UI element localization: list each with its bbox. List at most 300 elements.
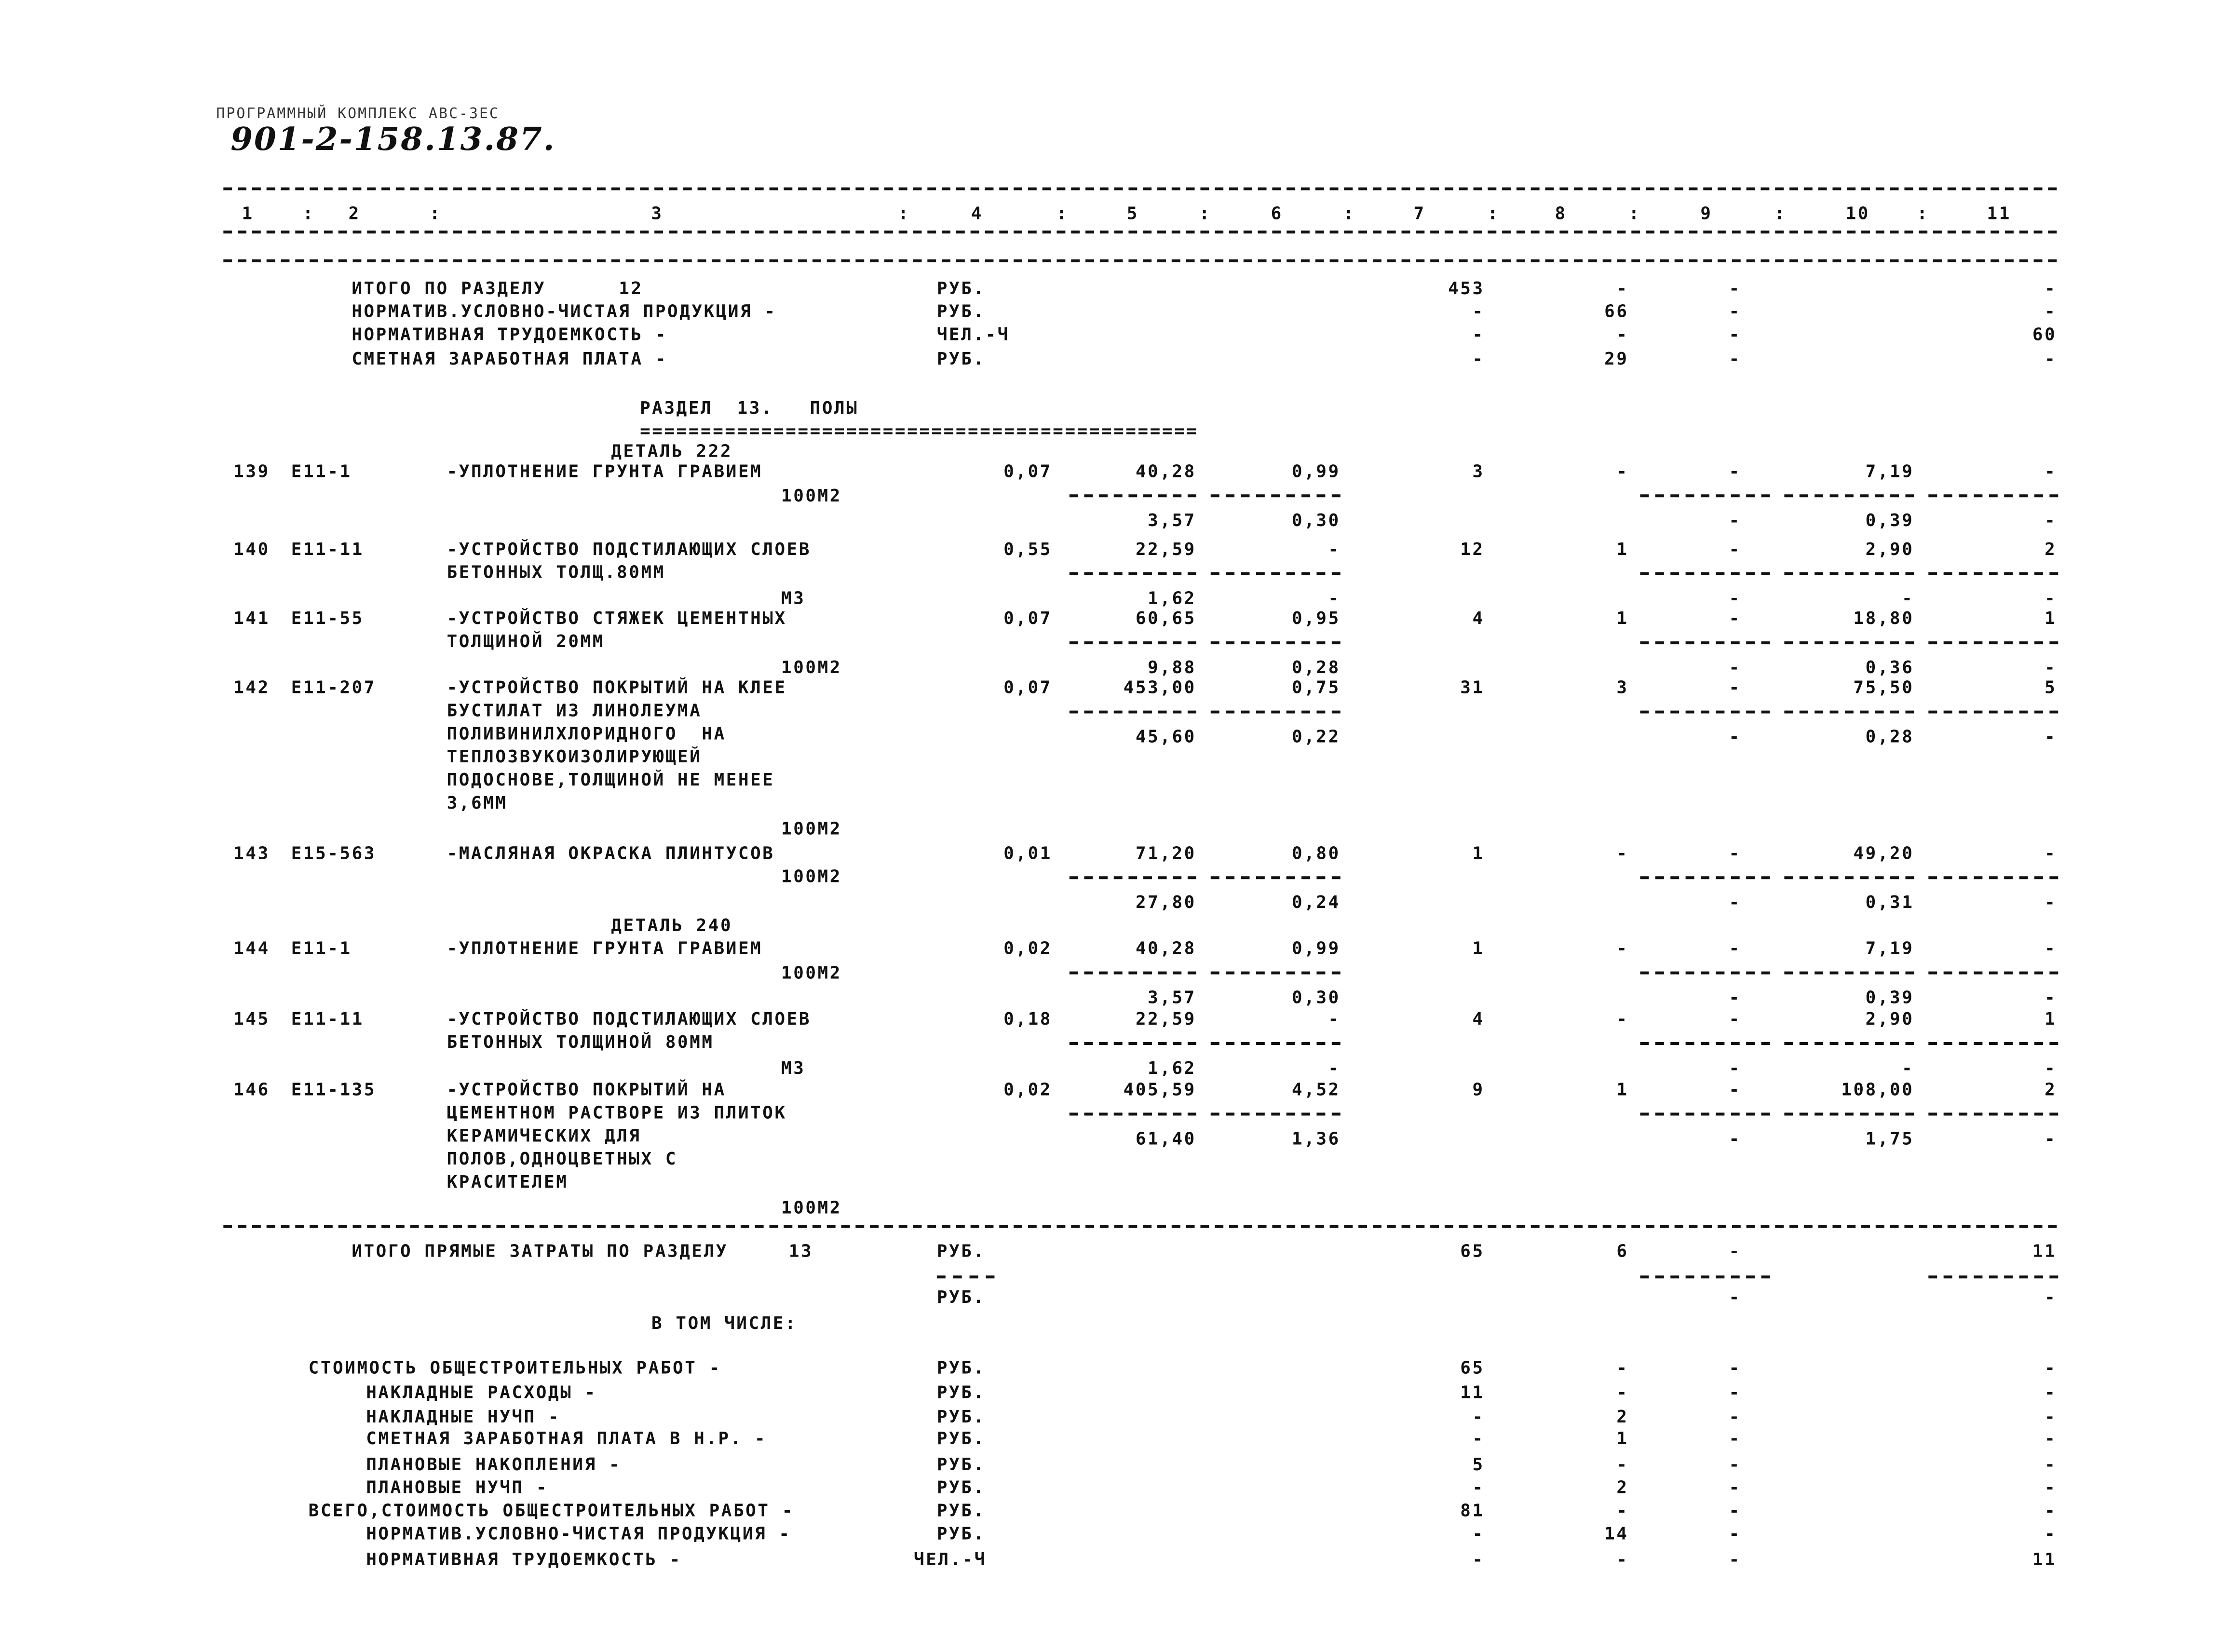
col11-divider: [1928, 572, 2058, 575]
item-code: Е11-207: [291, 677, 377, 698]
totals12-col11: 60: [2032, 324, 2057, 345]
item-unit-price-sub: 9,88: [1148, 657, 1196, 677]
breakdown-col9: -: [1729, 1523, 1741, 1544]
item-unit-price-sub: 45,60: [1135, 726, 1196, 747]
breakdown-col7: 5: [1472, 1454, 1485, 1475]
item-unit-price-sub: 3,57: [1148, 987, 1196, 1008]
col11-divider: [1928, 641, 2058, 644]
item-col9-sub: -: [1729, 657, 1741, 677]
col11-divider: [1928, 494, 2058, 497]
col11-divider: [1928, 876, 2058, 879]
breakdown-col9: -: [1729, 1500, 1741, 1521]
breakdown-label: ПЛАНОВЫЕ НУЧП -: [366, 1477, 548, 1498]
breakdown-col11: -: [2045, 1477, 2057, 1498]
item-unit-price-wages: -: [1328, 539, 1341, 559]
breakdown-col7: 65: [1460, 1357, 1485, 1378]
column-header-2: 2: [348, 203, 361, 224]
breakdown-unit: РУБ.: [936, 1523, 986, 1544]
price-divider: [1070, 972, 1196, 975]
item-col10-sub: -: [1902, 1057, 1914, 1078]
col10-divider: [1784, 1042, 1914, 1045]
item-description: ПОДОСНОВЕ,ТОЛЩИНОЙ НЕ МЕНЕЕ: [447, 770, 775, 790]
breakdown-col8: 2: [1616, 1407, 1629, 1427]
column-header-3: 3: [651, 203, 664, 224]
column-separator: :: [1774, 203, 1787, 224]
item-unit-price-wages: 4,52: [1292, 1079, 1341, 1100]
item-unit: 100М2: [781, 486, 842, 506]
item-unit-price-total: 22,59: [1135, 1009, 1196, 1029]
item-col11: 2: [2045, 1079, 2057, 1100]
item-description: ТОЛЩИНОЙ 20ММ: [447, 631, 605, 652]
item-unit-price-wages: 0,75: [1292, 677, 1341, 698]
item-cost-total: 9: [1472, 1079, 1485, 1100]
price-divider: [1070, 641, 1196, 644]
item-unit-wages-sub: -: [1328, 1057, 1341, 1078]
col11-divider: [1928, 1113, 2058, 1116]
item-cost-wages: 1: [1616, 608, 1629, 629]
item-unit-price-total: 405,59: [1123, 1079, 1196, 1100]
item-col11-sub: -: [2045, 657, 2057, 677]
item-col11: 1: [2045, 1009, 2057, 1029]
breakdown-col7: 81: [1460, 1500, 1485, 1521]
breakdown-col9: -: [1729, 1549, 1741, 1570]
col10-divider: [1784, 494, 1914, 497]
item-unit-wages-sub: 0,30: [1292, 510, 1341, 530]
breakdown-col8: -: [1616, 1382, 1629, 1403]
breakdown-label: НАКЛАДНЫЕ НУЧП -: [366, 1407, 561, 1427]
item-description: -УСТРОЙСТВО СТЯЖЕК ЦЕМЕНТНЫХ: [447, 608, 787, 629]
totals13-col9-sub: -: [1729, 1287, 1741, 1308]
breakdown-col11: -: [2045, 1523, 2057, 1544]
breakdown-col9: -: [1729, 1454, 1741, 1475]
breakdown-label: ПЛАНОВЫЕ НАКОПЛЕНИЯ -: [366, 1454, 622, 1475]
item-quantity: 0,02: [1003, 938, 1052, 959]
breakdown-col9: -: [1729, 1477, 1741, 1498]
in-that-number-label: В ТОМ ЧИСЛЕ:: [651, 1313, 798, 1333]
breakdown-unit: РУБ.: [936, 1382, 986, 1403]
column-header-1: 1: [242, 203, 254, 224]
breakdown-col9: -: [1729, 1407, 1741, 1427]
col10-divider: [1784, 876, 1914, 879]
item-number: 146: [233, 1079, 270, 1100]
breakdown-col11: -: [2045, 1428, 2057, 1449]
item-col10-sub: -: [1902, 588, 1914, 609]
item-unit: 100М2: [781, 866, 842, 887]
item-code: Е11-1: [291, 461, 352, 482]
item-description: -УПЛОТНЕНИЕ ГРУНТА ГРАВИЕМ: [447, 938, 763, 959]
breakdown-col11: -: [2045, 1407, 2057, 1427]
totals13-col9: -: [1729, 1241, 1741, 1261]
handwritten-doc-number: 901-2-158.13.87.: [230, 121, 556, 159]
totals12-col7: -: [1472, 301, 1485, 322]
totals-rule: [223, 1225, 2057, 1228]
item-unit-price-total: 453,00: [1123, 677, 1196, 698]
item-col10: 49,20: [1853, 843, 1914, 864]
col11-divider: [1928, 1275, 2058, 1278]
item-col11-sub: -: [2045, 1057, 2057, 1078]
breakdown-col11: -: [2045, 1500, 2057, 1521]
item-cost-total: 3: [1472, 461, 1485, 482]
item-col11-sub: -: [2045, 892, 2057, 913]
item-description: -УСТРОЙСТВО ПОДСТИЛАЮЩИХ СЛОЕВ: [447, 539, 812, 559]
breakdown-unit: РУБ.: [936, 1454, 986, 1475]
item-description: -УСТРОЙСТВО ПОДСТИЛАЮЩИХ СЛОЕВ: [447, 1009, 812, 1029]
col11-divider: [1928, 1042, 2058, 1045]
item-unit-price-wages: 0,95: [1292, 608, 1341, 629]
item-quantity: 0,07: [1003, 608, 1052, 629]
item-cost-total: 4: [1472, 608, 1485, 629]
item-description: ПОЛИВИНИЛХЛОРИДНОГО НА: [447, 723, 726, 744]
col10-divider: [1784, 972, 1914, 975]
item-unit-price-total: 22,59: [1135, 539, 1196, 559]
header-rule-bottom: [223, 230, 2057, 233]
breakdown-unit: РУБ.: [936, 1477, 986, 1498]
item-unit-price-sub: 1,62: [1148, 588, 1196, 609]
breakdown-unit: РУБ.: [936, 1500, 986, 1521]
totals12-col11: -: [2045, 349, 2057, 369]
item-unit-wages-sub: 0,24: [1292, 892, 1341, 913]
breakdown-unit: РУБ.: [936, 1357, 986, 1378]
item-description: ТЕПЛОЗВУКОИЗОЛИРУЮЩЕЙ: [447, 746, 702, 767]
item-number: 143: [233, 843, 270, 864]
totals12-unit: РУБ.: [936, 349, 986, 369]
item-unit-price-total: 71,20: [1135, 843, 1196, 864]
col9-divider: [1640, 1275, 1770, 1278]
breakdown-col8: 1: [1616, 1428, 1629, 1449]
item-col10: 7,19: [1865, 461, 1914, 482]
item-col10: 75,50: [1853, 677, 1914, 698]
breakdown-col8: -: [1616, 1549, 1629, 1570]
item-description: БЕТОННЫХ ТОЛЩ.80ММ: [447, 562, 665, 582]
totals12-col8: -: [1616, 278, 1629, 298]
breakdown-unit: РУБ.: [936, 1428, 986, 1449]
totals12-col8: -: [1616, 324, 1629, 345]
column-separator: :: [1917, 203, 1929, 224]
item-col9: -: [1729, 1009, 1741, 1029]
totals12-label: НОРМАТИВ.УСЛОВНО-ЧИСТАЯ ПРОДУКЦИЯ -: [352, 301, 777, 322]
item-cost-wages: 1: [1616, 1079, 1629, 1100]
item-number: 144: [233, 938, 270, 959]
totals12-unit: РУБ.: [936, 301, 986, 322]
item-col11: 1: [2045, 608, 2057, 629]
breakdown-label: НАКЛАДНЫЕ РАСХОДЫ -: [366, 1382, 597, 1403]
column-header-8: 8: [1555, 203, 1567, 224]
item-description: БЕТОННЫХ ТОЛЩИНОЙ 80ММ: [447, 1032, 714, 1052]
item-cost-wages: 1: [1616, 539, 1629, 559]
program-title: ПРОГРАММНЫЙ КОМПЛЕКС АВС-3ЕС: [216, 107, 500, 123]
col9-divider: [1640, 1113, 1770, 1116]
totals12-col9: -: [1729, 301, 1741, 322]
item-unit-price-sub: 27,80: [1135, 892, 1196, 913]
item-col9-sub: -: [1729, 987, 1741, 1008]
item-col10: 18,80: [1853, 608, 1914, 629]
unit-divider: [937, 1275, 995, 1278]
col11-divider: [1928, 711, 2058, 714]
price-divider: [1070, 572, 1196, 575]
item-cost-wages: -: [1616, 1009, 1629, 1029]
totals13-col11-sub: -: [2045, 1287, 2057, 1308]
section-title-underline: ==============================================: [640, 420, 1199, 441]
totals13-unit: РУБ.: [936, 1241, 986, 1261]
item-number: 139: [233, 461, 270, 482]
item-col11-sub: -: [2045, 726, 2057, 747]
item-quantity: 0,07: [1003, 677, 1052, 698]
column-separator: :: [1056, 203, 1069, 224]
item-cost-wages: 3: [1616, 677, 1629, 698]
item-col9-sub: -: [1729, 1057, 1741, 1078]
item-col10: 7,19: [1865, 938, 1914, 959]
totals12-col7: -: [1472, 349, 1485, 369]
item-col9: -: [1729, 1079, 1741, 1100]
price-divider: [1211, 1042, 1341, 1045]
item-col11: 2: [2045, 539, 2057, 559]
breakdown-label: НОРМАТИВНАЯ ТРУДОЕМКОСТЬ -: [366, 1549, 682, 1570]
item-col10-sub: 0,39: [1865, 987, 1914, 1008]
totals12-col8: 66: [1604, 301, 1629, 322]
item-number: 140: [233, 539, 270, 559]
price-divider: [1070, 711, 1196, 714]
item-description: КЕРАМИЧЕСКИХ ДЛЯ: [447, 1125, 641, 1146]
item-quantity: 0,01: [1003, 843, 1052, 864]
column-header-6: 6: [1271, 203, 1283, 224]
col10-divider: [1784, 572, 1914, 575]
totals12-col9: -: [1729, 278, 1741, 298]
item-col11: -: [2045, 461, 2057, 482]
price-divider: [1211, 641, 1341, 644]
item-code: Е11-11: [291, 1009, 364, 1029]
totals12-col9: -: [1729, 324, 1741, 345]
item-unit-price-wages: -: [1328, 1009, 1341, 1029]
item-unit-price-sub: 3,57: [1148, 510, 1196, 530]
item-unit-price-total: 40,28: [1135, 938, 1196, 959]
item-quantity: 0,02: [1003, 1079, 1052, 1100]
price-divider: [1070, 876, 1196, 879]
item-cost-total: 12: [1460, 539, 1485, 559]
column-header-11: 11: [1987, 203, 2011, 224]
breakdown-col8: -: [1616, 1454, 1629, 1475]
item-number: 142: [233, 677, 270, 698]
item-col9: -: [1729, 461, 1741, 482]
breakdown-col9: -: [1729, 1357, 1741, 1378]
totals12-label: ИТОГО ПО РАЗДЕЛУ 12: [352, 278, 643, 298]
item-description: -УСТРОЙСТВО ПОКРЫТИЙ НА КЛЕЕ: [447, 677, 787, 698]
item-col10: 108,00: [1841, 1079, 1914, 1100]
col9-divider: [1640, 494, 1770, 497]
item-code: Е15-563: [291, 843, 377, 864]
header-rule-top: [223, 188, 2057, 190]
item-col9-sub: -: [1729, 510, 1741, 530]
item-description: ЦЕМЕНТНОМ РАСТВОРЕ ИЗ ПЛИТОК: [447, 1102, 787, 1123]
item-description: КРАСИТЕЛЕМ: [447, 1172, 569, 1192]
col9-divider: [1640, 711, 1770, 714]
item-unit-price-wages: 0,99: [1292, 461, 1341, 482]
item-unit: 100М2: [781, 962, 842, 983]
item-col10-sub: 0,31: [1865, 892, 1914, 913]
totals13-col11: 11: [2032, 1241, 2057, 1261]
breakdown-col9: -: [1729, 1382, 1741, 1403]
price-divider: [1211, 572, 1341, 575]
breakdown-col7: -: [1472, 1428, 1485, 1449]
item-col10-sub: 0,36: [1865, 657, 1914, 677]
breakdown-col7: -: [1472, 1407, 1485, 1427]
item-cost-total: 31: [1460, 677, 1485, 698]
section-title: РАЗДЕЛ 13. ПОЛЫ: [640, 397, 859, 418]
breakdown-unit: ЧЕЛ.-Ч: [914, 1549, 987, 1570]
item-col9: -: [1729, 938, 1741, 959]
item-code: Е11-55: [291, 608, 364, 629]
breakdown-col11: -: [2045, 1454, 2057, 1475]
item-cost-total: 1: [1472, 938, 1485, 959]
breakdown-col11: -: [2045, 1382, 2057, 1403]
item-unit: М3: [781, 1057, 806, 1078]
item-col11: 5: [2045, 677, 2057, 698]
totals12-unit: ЧЕЛ.-Ч: [936, 324, 1010, 345]
totals12-label: НОРМАТИВНАЯ ТРУДОЕМКОСТЬ -: [352, 324, 668, 345]
item-unit-wages-sub: -: [1328, 588, 1341, 609]
item-col10-sub: 0,39: [1865, 510, 1914, 530]
item-col9-sub: -: [1729, 892, 1741, 913]
column-header-10: 10: [1845, 203, 1870, 224]
item-unit: 100М2: [781, 818, 842, 839]
price-divider: [1070, 1042, 1196, 1045]
col10-divider: [1784, 641, 1914, 644]
item-unit-price-total: 40,28: [1135, 461, 1196, 482]
price-divider: [1211, 1113, 1341, 1116]
col11-divider: [1928, 972, 2058, 975]
item-quantity: 0,55: [1003, 539, 1052, 559]
item-code: Е11-11: [291, 539, 364, 559]
item-col10: 2,90: [1865, 539, 1914, 559]
totals13-unit2: РУБ.: [936, 1287, 986, 1308]
column-header-9: 9: [1700, 203, 1713, 224]
item-number: 145: [233, 1009, 270, 1029]
item-col11-sub: -: [2045, 588, 2057, 609]
breakdown-label: ВСЕГО,СТОИМОСТЬ ОБЩЕСТРОИТЕЛЬНЫХ РАБОТ -: [308, 1500, 794, 1521]
column-header-4: 4: [971, 203, 984, 224]
col9-divider: [1640, 1042, 1770, 1045]
totals12-col11: -: [2045, 301, 2057, 322]
item-col11-sub: -: [2045, 987, 2057, 1008]
item-quantity: 0,07: [1003, 461, 1052, 482]
column-separator: :: [1343, 203, 1355, 224]
breakdown-col7: -: [1472, 1549, 1485, 1570]
price-divider: [1211, 876, 1341, 879]
breakdown-label: СМЕТНАЯ ЗАРАБОТНАЯ ПЛАТА В Н.Р. -: [366, 1428, 767, 1449]
item-code: Е11-135: [291, 1079, 377, 1100]
col9-divider: [1640, 641, 1770, 644]
item-unit-price-total: 60,65: [1135, 608, 1196, 629]
item-number: 141: [233, 608, 270, 629]
item-unit-wages-sub: 1,36: [1292, 1128, 1341, 1149]
item-col10: 2,90: [1865, 1009, 1914, 1029]
item-cost-wages: -: [1616, 938, 1629, 959]
item-col10-sub: 0,28: [1865, 726, 1914, 747]
price-divider: [1211, 494, 1341, 497]
col9-divider: [1640, 572, 1770, 575]
totals12-col9: -: [1729, 349, 1741, 369]
breakdown-col7: 11: [1460, 1382, 1485, 1403]
column-separator: :: [429, 203, 442, 224]
price-divider: [1211, 711, 1341, 714]
item-cost-total: 4: [1472, 1009, 1485, 1029]
breakdown-col9: -: [1729, 1428, 1741, 1449]
price-divider: [1070, 494, 1196, 497]
totals12-unit: РУБ.: [936, 278, 986, 298]
col9-divider: [1640, 876, 1770, 879]
breakdown-col11: 11: [2032, 1549, 2057, 1570]
totals13-col7: 65: [1460, 1241, 1485, 1261]
item-col9: -: [1729, 608, 1741, 629]
item-unit: 100М2: [781, 657, 842, 677]
totals12-col11: -: [2045, 278, 2057, 298]
breakdown-label: НОРМАТИВ.УСЛОВНО-ЧИСТАЯ ПРОДУКЦИЯ -: [366, 1523, 791, 1544]
item-col11: -: [2045, 843, 2057, 864]
item-col11-sub: -: [2045, 510, 2057, 530]
breakdown-col8: -: [1616, 1357, 1629, 1378]
item-unit-price-sub: 1,62: [1148, 1057, 1196, 1078]
item-cost-wages: -: [1616, 843, 1629, 864]
totals13-label: ИТОГО ПРЯМЫЕ ЗАТРАТЫ ПО РАЗДЕЛУ 13: [352, 1241, 813, 1261]
item-unit: М3: [781, 588, 806, 609]
column-separator: :: [1628, 203, 1641, 224]
breakdown-label: СТОИМОСТЬ ОБЩЕСТРОИТЕЛЬНЫХ РАБОТ -: [308, 1357, 721, 1378]
breakdown-unit: РУБ.: [936, 1407, 986, 1427]
column-separator: :: [1487, 203, 1500, 224]
item-description: 3,6ММ: [447, 792, 508, 813]
column-separator: :: [898, 203, 910, 224]
breakdown-col7: -: [1472, 1523, 1485, 1544]
breakdown-col8: 14: [1604, 1523, 1629, 1544]
section-rule: [223, 259, 2057, 262]
totals12-col7: 453: [1448, 278, 1485, 298]
detail-label-222: ДЕТАЛЬ 222: [611, 441, 733, 461]
item-col9-sub: -: [1729, 1128, 1741, 1149]
item-col9: -: [1729, 843, 1741, 864]
price-divider: [1211, 972, 1341, 975]
item-col9-sub: -: [1729, 588, 1741, 609]
item-description: ПОЛОВ,ОДНОЦВЕТНЫХ С: [447, 1149, 678, 1169]
item-description: БУСТИЛАТ ИЗ ЛИНОЛЕУМА: [447, 700, 702, 721]
totals12-col8: 29: [1604, 349, 1629, 369]
column-separator: :: [302, 203, 315, 224]
item-col10-sub: 1,75: [1865, 1128, 1914, 1149]
column-separator: :: [1199, 203, 1212, 224]
breakdown-col7: -: [1472, 1477, 1485, 1498]
totals13-col8: 6: [1616, 1241, 1629, 1261]
col10-divider: [1784, 1113, 1914, 1116]
item-description: -УСТРОЙСТВО ПОКРЫТИЙ НА: [447, 1079, 726, 1100]
item-unit-price-wages: 0,99: [1292, 938, 1341, 959]
item-col9-sub: -: [1729, 726, 1741, 747]
item-unit-wages-sub: 0,30: [1292, 987, 1341, 1008]
item-col11: -: [2045, 938, 2057, 959]
col9-divider: [1640, 972, 1770, 975]
totals12-label: СМЕТНАЯ ЗАРАБОТНАЯ ПЛАТА -: [352, 349, 668, 369]
breakdown-col11: -: [2045, 1357, 2057, 1378]
column-header-5: 5: [1126, 203, 1139, 224]
item-col9: -: [1729, 677, 1741, 698]
item-unit-price-wages: 0,80: [1292, 843, 1341, 864]
item-description: -УПЛОТНЕНИЕ ГРУНТА ГРАВИЕМ: [447, 461, 763, 482]
item-cost-wages: -: [1616, 461, 1629, 482]
item-col11-sub: -: [2045, 1128, 2057, 1149]
col10-divider: [1784, 711, 1914, 714]
item-code: Е11-1: [291, 938, 352, 959]
breakdown-col8: 2: [1616, 1477, 1629, 1498]
item-unit-wages-sub: 0,28: [1292, 657, 1341, 677]
price-divider: [1070, 1113, 1196, 1116]
item-description: -МАСЛЯНАЯ ОКРАСКА ПЛИНТУСОВ: [447, 843, 775, 864]
